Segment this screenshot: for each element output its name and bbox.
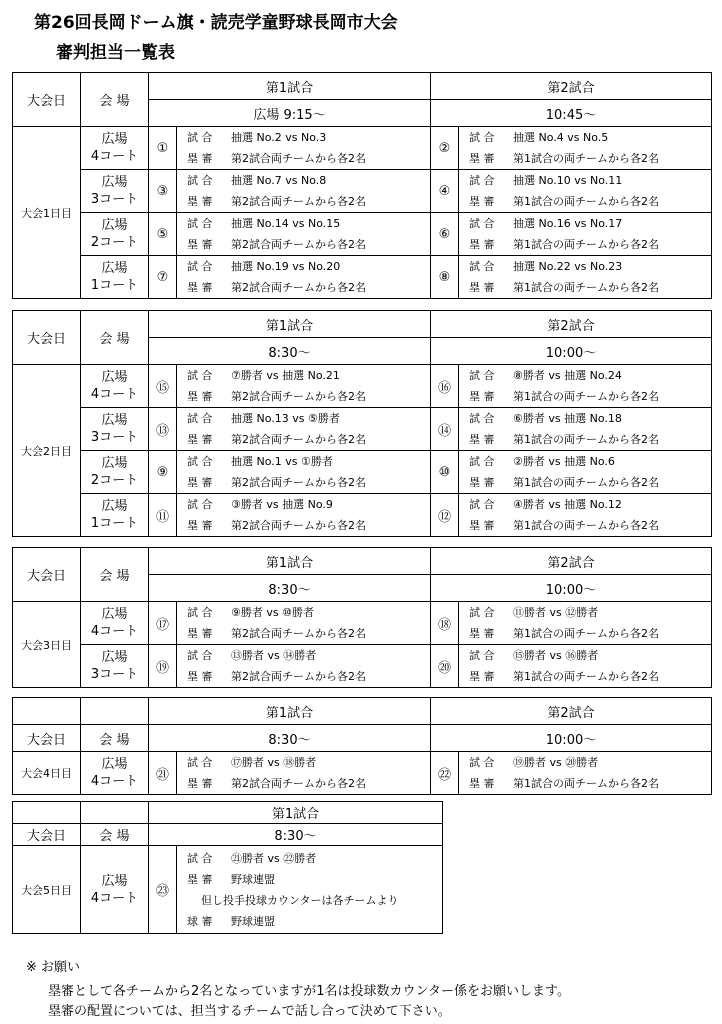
match-label: 試 合 [469,649,495,662]
game2-detail [459,602,712,645]
umpire-line [469,191,711,212]
base-umpire-label: 塁 審 [469,390,495,403]
match-line [469,602,711,623]
match-text: 抽選 No.10 vs No.11 [513,174,623,187]
game-number: ⑲ [149,645,177,688]
match-label: 試 合 [187,649,213,662]
umpire-line [469,148,711,169]
match-text: ⑰勝者 vs ⑱勝者 [231,756,317,769]
empty-cell [13,802,81,824]
match-label: 試 合 [469,217,495,230]
umpire-line [187,666,430,687]
game-number: ⑳ [431,645,459,688]
game1-detail [177,645,431,688]
venue-header: 会 場 [81,824,149,846]
game2-detail [459,256,712,299]
game1-time: 8:30～ [149,725,431,752]
match-label: 試 合 [187,174,213,187]
game1-time: 8:30～ [149,575,431,602]
match-label: 試 合 [187,412,213,425]
umpire-text: 第2試合両チームから各2名 [231,670,366,683]
match-label: 試 合 [187,455,213,468]
game2-time: 10:00～ [431,338,712,365]
match-label: 試 合 [469,174,495,187]
match-text: ②勝者 vs 抽選 No.6 [513,455,615,468]
base-umpire-label: 塁 審 [187,195,213,208]
day-name: 大会4日目 [13,752,81,795]
detail-line [187,911,442,932]
game-number: ㉒ [431,752,459,795]
court-name: 広場 2コート [81,213,149,256]
umpire-text: 第2試合両チームから各2名 [231,476,366,489]
court-name: 広場 3コート [81,645,149,688]
court-row [13,256,712,299]
game-number: ⑥ [431,213,459,256]
base-umpire-label: 塁 審 [187,390,213,403]
match-text: ⑨勝者 vs ⑩勝者 [231,606,314,619]
match-line [469,408,711,429]
game1-time: 8:30～ [149,338,431,365]
game-number: ㉓ [149,846,177,934]
court-name: 広場 4コート [81,846,149,934]
court-row [13,645,712,688]
day-name: 大会1日目 [13,127,81,299]
match-text: ⑪勝者 vs ⑫勝者 [513,606,599,619]
umpire-text: 第1試合の両チームから各2名 [513,238,659,251]
umpire-line [187,472,430,493]
game2-detail [459,127,712,170]
umpire-line [469,429,711,450]
court-name: 広場 4コート [81,127,149,170]
match-label: 試 合 [187,217,213,230]
court-row [13,602,712,645]
umpire-line [469,234,711,255]
day-header: 大会日 [13,824,81,846]
game1-detail [177,170,431,213]
day-name: 大会3日目 [13,602,81,688]
court-row [13,127,712,170]
base-umpire-label: 塁 審 [469,152,495,165]
venue-header: 会 場 [81,311,149,365]
detail-line [187,890,442,911]
game1-detail [177,846,443,934]
court-row [13,365,712,408]
game2-detail [459,213,712,256]
empty-cell [81,802,149,824]
match-text: ㉑勝者 vs ㉒勝者 [231,851,317,865]
match-line [469,170,711,191]
base-umpire-label: 塁 審 [469,433,495,446]
match-line [187,256,430,277]
umpire-text: 第1試合の両チームから各2名 [513,390,659,403]
game1-header: 第1試合 [149,802,443,824]
game-number: ① [149,127,177,170]
umpire-text: 第1試合の両チームから各2名 [513,476,659,489]
game-number: ⑰ [149,602,177,645]
game2-detail [459,752,712,795]
match-label: 試 合 [187,756,213,769]
day-header: 大会日 [13,73,81,127]
game-number: ⑩ [431,451,459,494]
day-name: 大会2日目 [13,365,81,537]
match-label: 試 合 [469,498,495,511]
game-number: ㉑ [149,752,177,795]
game2-detail [459,170,712,213]
umpire-line [469,515,711,536]
umpire-line [469,666,711,687]
base-umpire-label: 塁 審 [469,476,495,489]
match-line [187,645,430,666]
match-line [187,213,430,234]
game2-time: 10:00～ [431,725,712,752]
match-label: 試 合 [187,606,213,619]
game-number: ② [431,127,459,170]
game2-time: 10:00～ [431,575,712,602]
game2-detail [459,365,712,408]
day-header: 大会日 [13,548,81,602]
umpire-text: 第1試合の両チームから各2名 [513,519,659,532]
umpire-text: 第1試合の両チームから各2名 [513,433,659,446]
venue-header: 会 場 [81,73,149,127]
venue-header: 会 場 [81,548,149,602]
game1-detail [177,365,431,408]
match-text: 抽選 No.13 vs ⑤勝者 [231,412,340,425]
game1-detail [177,752,431,795]
match-label: 試 合 [469,455,495,468]
base-umpire-label: 塁 審 [187,670,213,683]
court-name: 広場 3コート [81,408,149,451]
game-number: ③ [149,170,177,213]
court-name: 広場 1コート [81,494,149,537]
match-line [187,127,430,148]
game1-detail [177,127,431,170]
umpire-text: 第1試合の両チームから各2名 [513,195,659,208]
match-label: 試 合 [187,851,213,865]
match-line [187,494,430,515]
umpire-text: 第2試合両チームから各2名 [231,627,366,640]
game2-header: 第2試合 [431,698,712,725]
empty-cell [81,698,149,725]
match-label: 試 合 [469,131,495,144]
match-line [187,408,430,429]
match-line [469,494,711,515]
umpire-text: 第2試合両チームから各2名 [231,152,366,165]
court-row [13,846,443,934]
match-label: 試 合 [469,369,495,382]
base-umpire-label: 塁 審 [187,519,213,532]
court-row [13,451,712,494]
umpire-text: 野球連盟 [231,872,275,886]
game-number: ⑮ [149,365,177,408]
venue-header: 会 場 [81,725,149,752]
base-umpire-label: 塁 審 [187,872,213,886]
game2-detail [459,494,712,537]
match-text: 抽選 No.16 vs No.17 [513,217,623,230]
court-name: 広場 3コート [81,170,149,213]
base-umpire-label: 塁 審 [187,476,213,489]
match-label: 試 合 [469,260,495,273]
base-umpire-label: 塁 審 [187,281,213,294]
umpire-text: 第2試合両チームから各2名 [231,195,366,208]
plate-umpire-label: 球 審 [187,914,213,928]
game2-header: 第2試合 [431,548,712,575]
umpire-line [187,429,430,450]
detail-line [187,869,442,890]
match-line [187,365,430,386]
umpire-text: 第2試合両チームから各2名 [231,433,366,446]
day-header: 大会日 [13,311,81,365]
match-text: 抽選 No.7 vs No.8 [231,174,327,187]
umpire-line [187,515,430,536]
umpire-line [469,472,711,493]
umpire-line [187,623,430,644]
umpire-text: 第2試合両チームから各2名 [231,238,366,251]
detail-line [187,848,442,869]
game1-detail [177,451,431,494]
notes-line-1: 塁審として各チームから2名となっていますが1名は投球数カウンター係をお願いします。 [48,984,570,999]
match-line [187,170,430,191]
match-line [469,451,711,472]
base-umpire-label: 塁 審 [469,519,495,532]
base-umpire-label: 塁 審 [469,670,495,683]
game1-header: 第1試合 [149,311,431,338]
umpire-line [187,277,430,298]
match-label: 試 合 [187,131,213,144]
base-umpire-label: 塁 審 [469,238,495,251]
day-header: 大会日 [13,725,81,752]
day-1-table [12,72,712,299]
match-line [187,752,430,773]
day-name: 大会5日目 [13,846,81,934]
umpire-line [187,191,430,212]
match-text: ⑲勝者 vs ⑳勝者 [513,756,599,769]
court-row [13,170,712,213]
match-line [469,645,711,666]
game-number: ⑤ [149,213,177,256]
match-label: 試 合 [469,412,495,425]
umpire-text: 第1試合の両チームから各2名 [513,670,659,683]
court-row [13,494,712,537]
game1-time: 8:30～ [149,824,443,846]
game1-detail [177,256,431,299]
match-text: 抽選 No.1 vs ①勝者 [231,455,333,468]
match-text: ⑦勝者 vs 抽選 No.21 [231,369,340,382]
game1-header: 第1試合 [149,73,431,100]
day-3-table [12,547,712,688]
game2-detail [459,451,712,494]
umpire-text: 第1試合の両チームから各2名 [513,281,659,294]
game-number: ⑬ [149,408,177,451]
day-2-table [12,310,712,537]
counter-note: 但し投手投球カウンターは各チームより [201,893,399,907]
court-row [13,752,712,795]
game1-detail [177,408,431,451]
umpire-line [187,148,430,169]
day-4-table [12,697,712,795]
game-number: ⑦ [149,256,177,299]
umpire-text: 第2試合両チームから各2名 [231,281,366,294]
umpire-text: 第1試合の両チームから各2名 [513,627,659,640]
game2-detail [459,645,712,688]
base-umpire-label: 塁 審 [469,281,495,294]
game2-time: 10:45～ [431,100,712,127]
base-umpire-label: 塁 審 [187,777,213,790]
court-name: 広場 4コート [81,752,149,795]
match-label: 試 合 [187,369,213,382]
match-text: 抽選 No.22 vs No.23 [513,260,623,273]
base-umpire-label: 塁 審 [187,152,213,165]
match-label: 試 合 [187,498,213,511]
match-text: 抽選 No.14 vs No.15 [231,217,341,230]
match-text: ⑥勝者 vs 抽選 No.18 [513,412,622,425]
base-umpire-label: 塁 審 [187,627,213,640]
game1-header: 第1試合 [149,548,431,575]
match-text: ③勝者 vs 抽選 No.9 [231,498,333,511]
game2-header: 第2試合 [431,73,712,100]
match-line [469,256,711,277]
umpire-line [187,386,430,407]
match-label: 試 合 [469,756,495,769]
notes-line-2: 塁審の配置については、担当するチームで話し合って決めて下さい。 [48,1004,451,1019]
umpire-line [469,386,711,407]
game-number: ④ [431,170,459,213]
match-line [187,451,430,472]
match-line [187,602,430,623]
court-name: 広場 4コート [81,602,149,645]
game2-detail [459,408,712,451]
umpire-line [469,277,711,298]
court-row [13,408,712,451]
match-label: 試 合 [469,606,495,619]
match-text: ④勝者 vs 抽選 No.12 [513,498,622,511]
match-line [469,213,711,234]
match-text: ⑬勝者 vs ⑭勝者 [231,649,317,662]
match-line [469,752,711,773]
match-text: 抽選 No.19 vs No.20 [231,260,341,273]
court-name: 広場 2コート [81,451,149,494]
court-row [13,213,712,256]
page-subtitle: 審判担当一覧表 [56,43,175,63]
match-text: ⑧勝者 vs 抽選 No.24 [513,369,622,382]
umpire-line [469,773,711,794]
empty-cell [13,698,81,725]
umpire-line [187,773,430,794]
match-label: 試 合 [187,260,213,273]
game-number: ⑨ [149,451,177,494]
umpire-text: 第1試合の両チームから各2名 [513,152,659,165]
umpire-line [469,623,711,644]
game1-header: 第1試合 [149,698,431,725]
base-umpire-label: 塁 審 [469,777,495,790]
game2-header: 第2試合 [431,311,712,338]
game1-time: 広場 9:15～ [149,100,431,127]
umpire-text: 第2試合両チームから各2名 [231,777,366,790]
umpire-text: 第2試合両チームから各2名 [231,390,366,403]
day-5-table [12,801,443,934]
match-line [469,127,711,148]
umpire-text: 第2試合両チームから各2名 [231,519,366,532]
court-name: 広場 1コート [81,256,149,299]
match-text: 抽選 No.2 vs No.3 [231,131,327,144]
game-number: ⑯ [431,365,459,408]
game-number: ⑧ [431,256,459,299]
base-umpire-label: 塁 審 [187,433,213,446]
page-title: 第26回長岡ドーム旗・読売学童野球長岡市大会 [34,13,398,33]
game-number: ⑪ [149,494,177,537]
court-name: 広場 4コート [81,365,149,408]
game1-detail [177,494,431,537]
game1-detail [177,602,431,645]
game-number: ⑭ [431,408,459,451]
match-text: 抽選 No.4 vs No.5 [513,131,609,144]
game-number: ⑱ [431,602,459,645]
match-text: ⑮勝者 vs ⑯勝者 [513,649,599,662]
notes-heading: ※ お願い [26,960,81,975]
match-line [469,365,711,386]
plate-umpire-text: 野球連盟 [231,914,275,928]
base-umpire-label: 塁 審 [469,195,495,208]
base-umpire-label: 塁 審 [187,238,213,251]
umpire-text: 第1試合の両チームから各2名 [513,777,659,790]
game1-detail [177,213,431,256]
game-number: ⑫ [431,494,459,537]
base-umpire-label: 塁 審 [469,627,495,640]
umpire-line [187,234,430,255]
